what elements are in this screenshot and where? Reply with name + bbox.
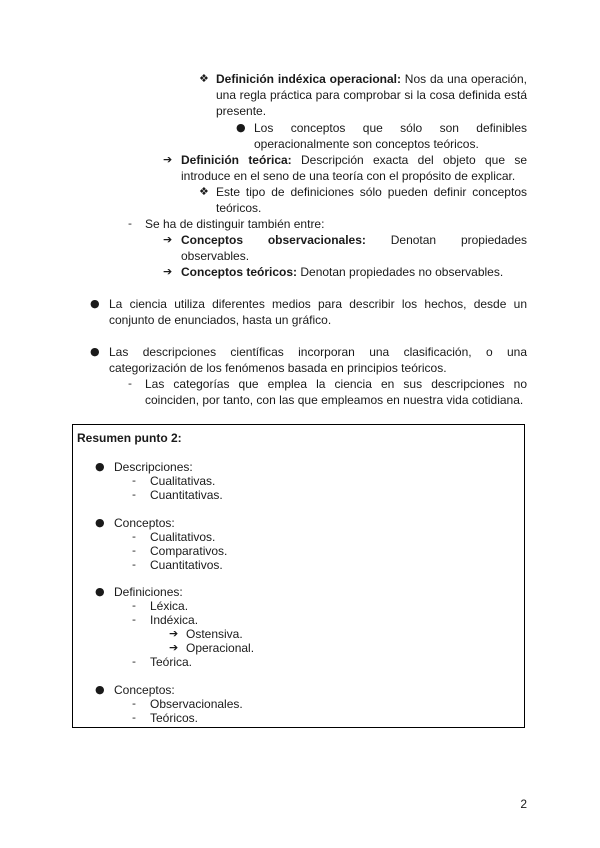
page-number: 2 <box>520 797 527 811</box>
conceptos-observacionales-title: Conceptos observacionales: <box>181 233 366 247</box>
diamond-icon: ❖ <box>199 185 209 198</box>
bullet-icon: ● <box>90 297 100 310</box>
categorias-paragraph: Las categorías que emplea la ciencia en sus descripciones no coinciden, por tanto, con las que empleamos en nuestra vida cotidiana. <box>145 377 527 407</box>
dash-marker: - <box>128 217 132 230</box>
summary-title: Resumen punto 2: <box>77 431 182 445</box>
dash-marker: - <box>132 613 136 626</box>
dash-marker: - <box>128 377 132 390</box>
conceptos-teoricos-text: Denotan propiedades no observables. <box>297 265 504 279</box>
bullet-icon: ● <box>90 345 100 358</box>
arrow-right-icon: ➔ <box>169 641 179 654</box>
conceptos-teoricos <box>181 264 527 280</box>
definicion-indexica <box>216 71 527 119</box>
definicion-teorica <box>181 152 527 184</box>
summary-item: Cuantitativos. <box>150 558 223 572</box>
bullet-icon: ● <box>95 516 105 529</box>
summary-group-label: Conceptos: <box>114 683 175 697</box>
dash-marker: - <box>132 599 136 612</box>
distinguir-intro: Se ha de distinguir también entre: <box>145 217 325 231</box>
summary-item: Cuantitativas. <box>150 488 223 502</box>
summary-box <box>72 424 525 728</box>
summary-item: Teóricos. <box>150 711 199 725</box>
definicion-indexica-text: Nos da una operación, una regla práctica para comprobar si la cosa definida está presente. <box>216 72 527 118</box>
summary-nested-item: Ostensiva. <box>186 627 243 641</box>
definiciones-teoricas-note: Este tipo de definiciones sólo pueden definir conceptos teóricos. <box>216 185 527 215</box>
conceptos-teoricos-title: Conceptos teóricos: <box>181 265 298 279</box>
bullet-icon: ● <box>95 460 105 473</box>
summary-item: Indéxica. <box>150 613 199 627</box>
summary-item: Cualitativos. <box>150 530 216 544</box>
bullet-icon: ● <box>236 121 246 134</box>
summary-group-label: Descripciones: <box>114 460 193 474</box>
diamond-icon: ❖ <box>199 72 209 85</box>
summary-group-label: Conceptos: <box>114 516 175 530</box>
dash-marker: - <box>132 558 136 571</box>
summary-item: Léxica. <box>150 599 189 613</box>
summary-nested-item: Operacional. <box>186 641 255 655</box>
summary-item: Teórica. <box>150 655 193 669</box>
summary-item: Cualitativas. <box>150 474 216 488</box>
bullet-icon: ● <box>95 585 105 598</box>
definicion-teorica-title: Definición teórica: <box>181 153 292 167</box>
ciencia-medios-paragraph: La ciencia utiliza diferentes medios para describir los hechos, desde un conjunto de enunciados, hasta un gráfico. <box>109 297 527 327</box>
dash-marker: - <box>132 711 136 724</box>
conceptos-operacionales-note: Los conceptos que sólo son definibles operacionalmente son conceptos teóricos. <box>254 121 527 151</box>
arrow-right-icon: ➔ <box>169 627 179 640</box>
summary-group-label: Definiciones: <box>114 585 183 599</box>
dash-marker: - <box>132 474 136 487</box>
arrow-right-icon: ➔ <box>163 265 173 278</box>
summary-item: Observacionales. <box>150 697 243 711</box>
conceptos-observacionales <box>181 232 527 264</box>
definicion-teorica-text: Descripción exacta del objeto que se introduce en el seno de una teoría con el propósito de explicar. <box>181 153 528 183</box>
descripciones-cientificas-paragraph: Las descripciones científicas incorporan una clasificación, o una categorización de los fenómenos basada en principios teóricos. <box>109 345 527 375</box>
bullet-icon: ● <box>95 683 105 696</box>
dash-marker: - <box>132 530 136 543</box>
definicion-indexica-title: Definición indéxica operacional: <box>216 72 401 86</box>
summary-item: Comparativos. <box>150 544 228 558</box>
dash-marker: - <box>132 544 136 557</box>
dash-marker: - <box>132 655 136 668</box>
arrow-right-icon: ➔ <box>163 233 173 246</box>
dash-marker: - <box>132 697 136 710</box>
dash-marker: - <box>132 488 136 501</box>
arrow-right-icon: ➔ <box>163 153 173 166</box>
conceptos-observacionales-text: Denotan propiedades observables. <box>181 233 527 263</box>
